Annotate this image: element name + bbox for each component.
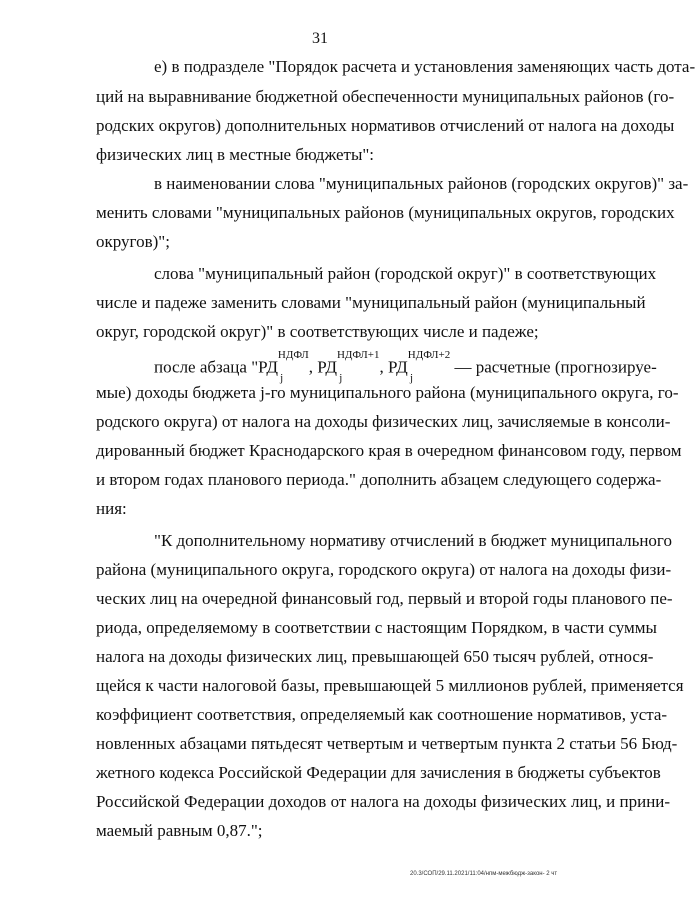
text-line: слова "муниципальный район (городской округ)" в соответствующих [154,264,657,283]
text-line: родских округов) дополнительных нормативов отчислений от налога на доходы [96,116,675,135]
text-line: щейся к части налоговой базы, превышающей 5 миллионов рублей, применяется [96,676,684,695]
text-line: числе и падеже заменить словами "муниципальный район (муниципальный [96,293,646,312]
text-line: физических лиц в местные бюджеты": [96,145,375,164]
text-line: риода, определяемому в соответствии с настоящим Порядком, в части суммы [96,618,657,637]
text-line: и втором годах планового периода." дополнить абзацем следующего содержа- [96,470,662,489]
rd-term: $РД^{НДФЛ}$ j [258,349,309,384]
text-line: мые) доходы бюджета j-го муниципального района (муниципального округа, го- [96,383,679,402]
text-line: жетного кодекса Российской Федерации для зачисления в бюджеты субъектов [96,763,661,782]
text-line: округов)"; [96,232,170,251]
text-line: в наименовании слова "муниципальных районов (городских округов)" за- [154,174,689,193]
text-line: родского округа) от налога на доходы физических лиц, зачисляемые в консоли- [96,412,671,431]
text-line: е) в подразделе "Порядок расчета и установления заменяющих часть дота- [154,57,695,76]
footer-stamp: 20.3/СОП/29.11.2021/11:04/нпм-межбюдж-закон- 2 чт [410,871,558,877]
rd-term: $РД^{НДФЛ+1}$ j [317,349,380,384]
text-line: налога на доходы физических лиц, превышающей 650 тысяч рублей, относя- [96,647,654,666]
text-line: коэффициент соответствия, определяемый как соотношение нормативов, уста- [96,705,668,724]
text-line: района (муниципального округа, городского округа) от налога на доходы физи- [96,560,672,579]
page-number: 31 [312,30,328,47]
text-line: дированный бюджет Краснодарского края в очередном финансовом году, первом [96,441,682,460]
text-span: после абзаца " [154,357,259,377]
text-line: маемый равным 0,87."; [96,821,263,840]
rd-term: $РД^{НДФЛ+2}$ j [387,349,451,384]
formula-line: после абзаца "$РД^{НДФЛ}$ j , $РД^{НДФЛ+1}$ j , $РД^{НДФЛ+2}$ j — расчетные (прогнозируе- [154,349,657,384]
text-line: ций на выравнивание бюджетной обеспеченности муниципальных районов (го- [96,87,675,106]
text-line: новленных абзацами пятьдесят четвертым и четвертым пункта 2 статьи 56 Бюд- [96,734,678,753]
text-line: ния: [96,499,127,518]
text-line: Российской Федерации доходов от налога на доходы физических лиц, и прини- [96,792,671,811]
text-line: округ, городской округ)" в соответствующих числе и падеже; [96,322,539,341]
text-line: ческих лиц на очередной финансовый год, первый и второй годы планового пе- [96,589,673,608]
text-line: менить словами "муниципальных районов (муниципальных округов, городских [96,203,675,222]
text-line: "К дополнительному нормативу отчислений в бюджет муниципального [154,531,672,550]
